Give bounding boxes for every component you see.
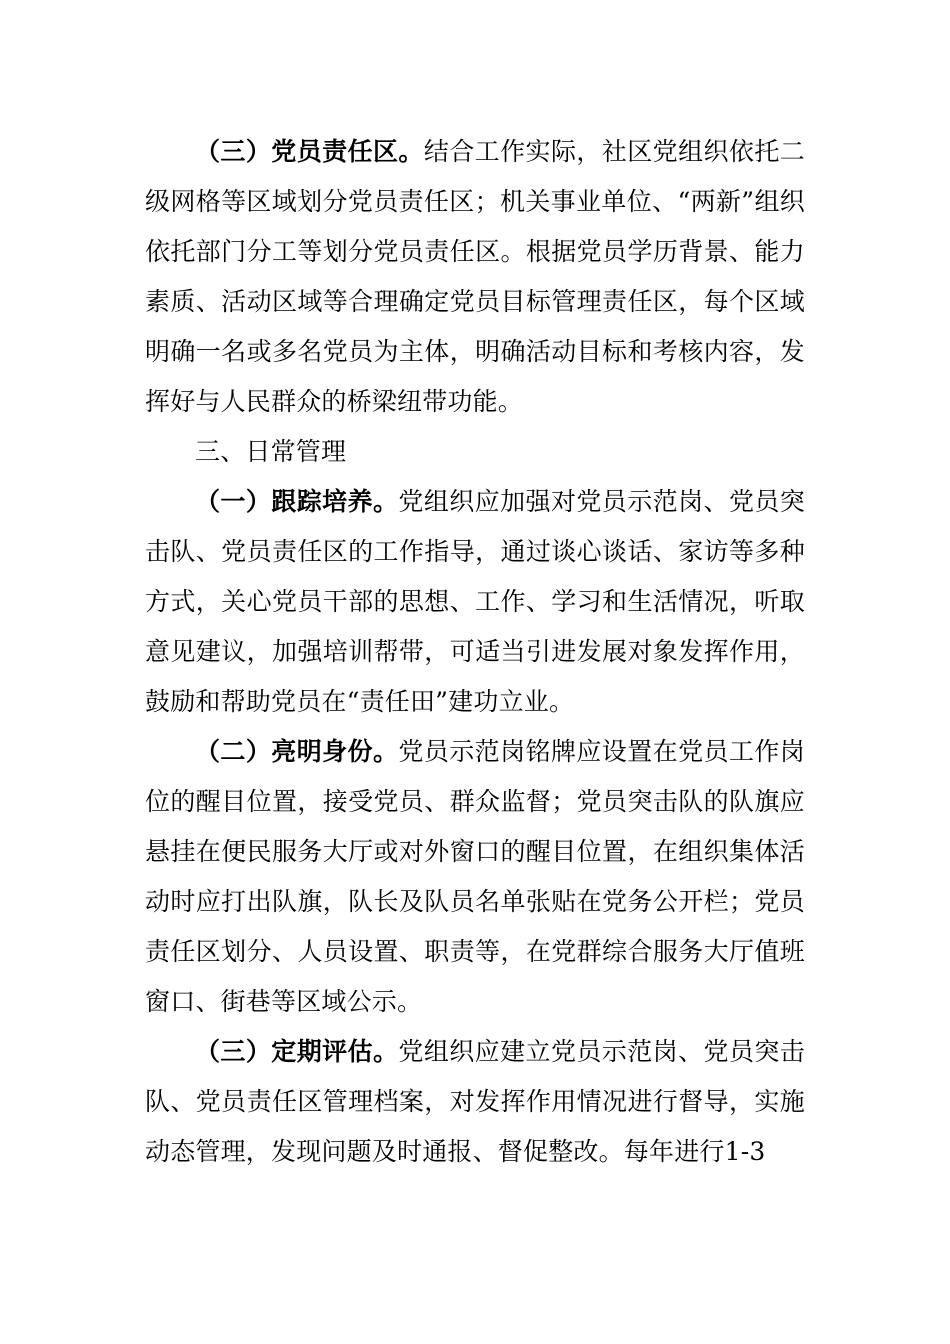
heading-responsibility-zone: （三）党员责任区。	[195, 137, 424, 166]
paragraph-responsibility-zone	[145, 127, 805, 427]
paragraph-show-identity	[145, 727, 805, 1027]
paragraph-text: 结合工作实际，社区党组织依托二级网格等区域划分党员责任区；机关事业单位、“两新”组织依托部门分工等划分党员责任区。根据党员学历背景、能力素质、活动区域等合理确定党员目标管理责任区，每个区域明确一名或多名党员为主体，明确活动目标和考核内容，发挥好与人民群众的桥梁纽带功能。	[145, 137, 805, 416]
section-heading-daily-management	[145, 427, 805, 477]
section-heading-text: 三、日常管理	[195, 437, 347, 466]
paragraph-text: 党组织应加强对党员示范岗、党员突击队、党员责任区的工作指导，通过谈心谈话、家访等多种方式，关心党员干部的思想、工作、学习和生活情况，听取意见建议，加强培训帮带，可适当引进发展对象发挥作用，鼓励和帮助党员在“责任田”建功立业。	[145, 487, 805, 716]
heading-periodic-evaluation: （三）定期评估。	[195, 1037, 399, 1066]
document-body	[145, 127, 805, 1177]
heading-show-identity: （二）亮明身份。	[195, 737, 399, 766]
paragraph-periodic-evaluation	[145, 1027, 805, 1177]
paragraph-tracking-training	[145, 477, 805, 727]
paragraph-text: 党员示范岗铭牌应设置在党员工作岗位的醒目位置，接受党员、群众监督；党员突击队的队旗应悬挂在便民服务大厅或对外窗口的醒目位置，在组织集体活动时应打出队旗，队长及队员名单张贴在党务公开栏；党员责任区划分、人员设置、职责等，在党群综合服务大厅值班窗口、街巷等区域公示。	[145, 737, 805, 1016]
heading-tracking-training: （一）跟踪培养。	[195, 487, 399, 516]
paragraph-text: 党组织应建立党员示范岗、党员突击队、党员责任区管理档案，对发挥作用情况进行督导，实施动态管理，发现问题及时通报、督促整改。每年进行1-3	[145, 1037, 805, 1166]
